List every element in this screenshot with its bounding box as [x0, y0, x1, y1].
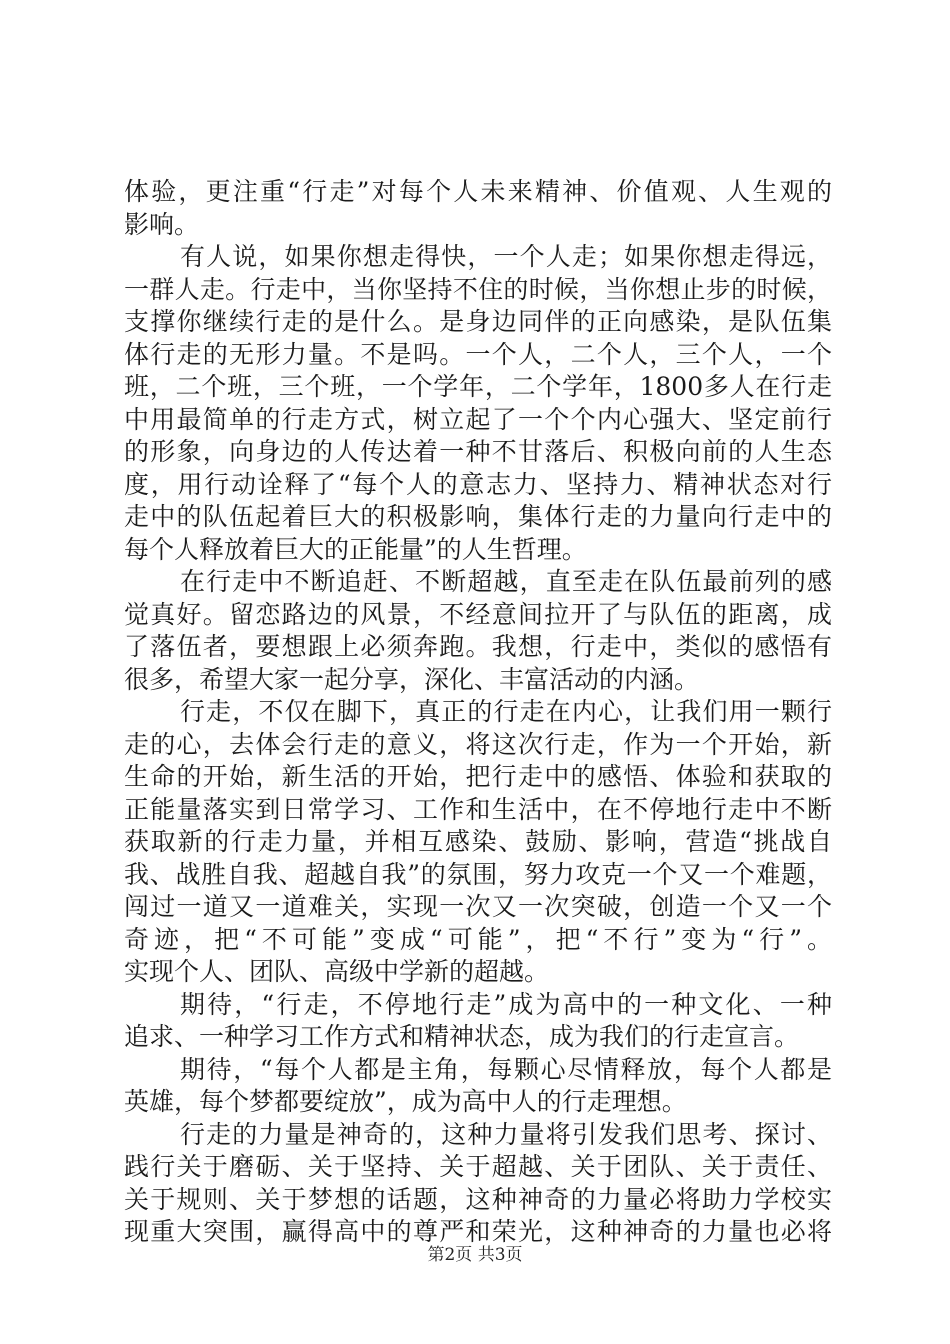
- text-line: 影响。: [124, 209, 200, 239]
- text-line: 体验，更注重“行走”对每个人未来精神、价值观、人生观的: [124, 177, 832, 206]
- text-line: 践行关于磨砺、关于坚持、关于超越、关于团队、关于责任、: [124, 1152, 832, 1181]
- text-line: 追求、一种学习工作方式和精神状态，成为我们的行走宣言。: [124, 1022, 800, 1051]
- text-line: 觉真好。留恋路边的风景，不经意间拉开了与队伍的距离，成: [124, 599, 832, 629]
- text-line: 行走，不仅在脚下，真正的行走在内心，让我们用一颗行: [180, 697, 832, 726]
- text-line: 体行走的无形力量。不是吗。一个人，二个人，三个人，一个: [124, 339, 832, 369]
- text-line: 我、战胜自我、超越自我”的氛围，努力攻克一个又一个难题，: [124, 859, 832, 889]
- page-footer: 第2页 共3页: [427, 1245, 523, 1265]
- text-line: 英雄，每个梦都要绽放”，成为高中人的行走理想。: [124, 1087, 687, 1116]
- text-line: 有人说，如果你想走得快，一个人走；如果你想走得远，: [180, 242, 832, 271]
- text-line: 度，用行动诠释了“每个人的意志力、坚持力、精神状态对行: [124, 469, 832, 499]
- text-line: 闯过一道又一道难关，实现一次又一次突破，创造一个又一个: [124, 892, 832, 921]
- text-line: 关于规则、关于梦想的话题，这种神奇的力量必将助力学校实: [124, 1184, 832, 1214]
- text-line: 期待，“行走，不停地行走”成为高中的一种文化、一种: [180, 989, 832, 1019]
- text-line: 很多，希望大家一起分享，深化、丰富活动的内涵。: [124, 664, 700, 694]
- text-line: 获取新的行走力量，并相互感染、鼓励、影响，营造“挑战自: [124, 827, 832, 856]
- text-line: 期待，“每个人都是主角，每颗心尽情释放，每个人都是: [180, 1054, 832, 1084]
- text-line: 走的心，去体会行走的意义，将这次行走，作为一个开始，新: [124, 729, 832, 759]
- text-line: 生命的开始，新生活的开始，把行走中的感悟、体验和获取的: [124, 762, 832, 791]
- text-line: 奇迹，把“不可能”变成“可能”，把“不行”变为“行”。: [124, 924, 832, 954]
- text-line: 正能量落实到日常学习、工作和生活中，在不停地行走中不断: [124, 794, 832, 824]
- text-line: 走中的队伍起着巨大的积极影响，集体行走的力量向行走中的: [124, 502, 832, 531]
- text-line: 在行走中不断追赶、不断超越，直至走在队伍最前列的感: [180, 567, 832, 596]
- text-line: 现重大突围，赢得高中的尊严和荣光，这种神奇的力量也必将: [124, 1217, 832, 1246]
- text-line: 每个人释放着巨大的正能量”的人生哲理。: [124, 534, 587, 564]
- text-line: 支撑你继续行走的是什么。是身边同伴的正向感染，是队伍集: [124, 307, 832, 336]
- text-line: 的形象，向身边的人传达着一种不甘落后、积极向前的人生态: [124, 437, 832, 466]
- text-line: 行走的力量是神奇的，这种力量将引发我们思考、探讨、: [180, 1119, 832, 1149]
- document-body: [124, 176, 832, 1249]
- text-line: 班，二个班，三个班，一个学年，二个学年，1800多人在行走: [124, 372, 832, 401]
- text-line: 中用最简单的行走方式，树立起了一个个内心强大、坚定前行: [124, 404, 832, 434]
- text-line: 一群人走。行走中，当你坚持不住的时候，当你想止步的时候，: [124, 274, 832, 304]
- text-line: 实现个人、团队、高级中学新的超越。: [124, 957, 550, 986]
- text-line: 了落伍者，要想跟上必须奔跑。我想，行走中，类似的感悟有: [124, 632, 832, 661]
